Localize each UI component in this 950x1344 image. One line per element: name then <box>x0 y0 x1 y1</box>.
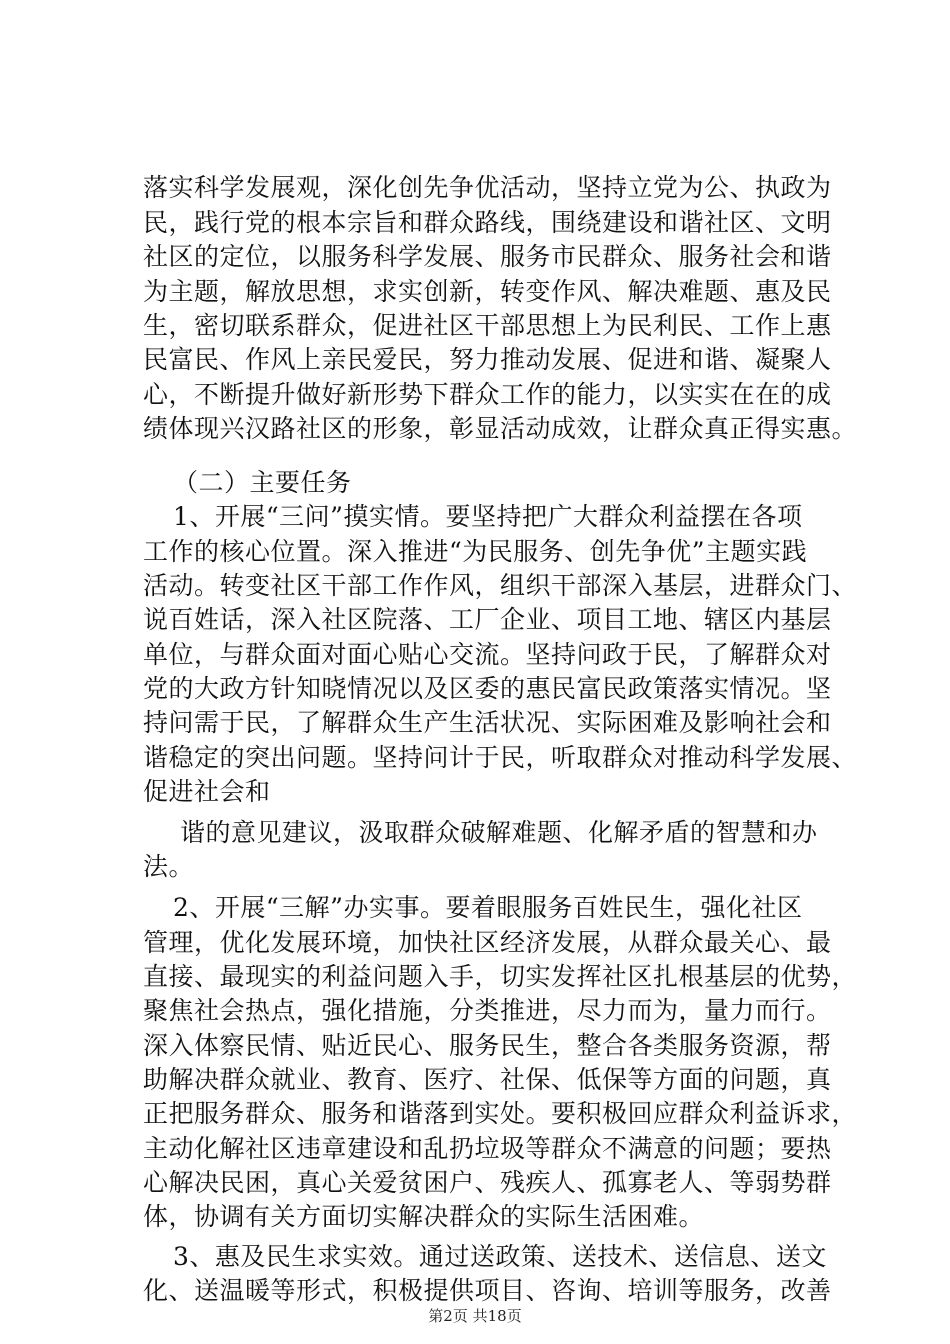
paragraph-line: 党的大政方针知晓情况以及区委的惠民富民政策落实情况。坚 <box>143 674 832 703</box>
paragraph-line: 心，不断提升做好新形势下群众工作的能力，以实实在在的成 <box>143 380 832 409</box>
paragraph-line: 直接、最现实的利益问题入手，切实发挥社区扎根基层的优势， <box>143 962 858 991</box>
paragraph-line: 促进社会和 <box>143 777 271 806</box>
paragraph-line: 管理，优化发展环境，加快社区经济发展，从群众最关心、最 <box>143 928 832 957</box>
paragraph-line: 社区的定位，以服务科学发展、服务市民群众、服务社会和谐 <box>143 242 832 271</box>
paragraph-line: 活动。转变社区干部工作作风，组织干部深入基层，进群众门、 <box>143 571 858 600</box>
paragraph-line: 化、送温暖等形式，积极提供项目、咨询、培训等服务，改善 <box>143 1276 832 1305</box>
paragraph-line: 民，践行党的根本宗旨和群众路线，围绕建设和谐社区、文明 <box>143 208 832 237</box>
paragraph-line: 助解决群众就业、教育、医疗、社保、低保等方面的问题，真 <box>143 1065 832 1094</box>
paragraph-line: 法。 <box>143 852 195 881</box>
paragraph-line: 谐稳定的突出问题。坚持问计于民，听取群众对推动科学发展、 <box>143 743 858 772</box>
paragraph-line: 为主题，解放思想，求实创新，转变作风、解决难题、惠及民 <box>143 277 832 306</box>
paragraph-line: 2、开展“三解”办实事。要着眼服务百姓民生，强化社区 <box>173 893 803 922</box>
paragraph-line: 1、开展“三问”摸实情。要坚持把广大群众利益摆在各项 <box>173 502 803 531</box>
paragraph-line: 绩体现兴汉路社区的形象，彰显活动成效，让群众真正得实惠。 <box>143 414 858 443</box>
paragraph-line: 谐的意见建议，汲取群众破解难题、化解矛盾的智慧和办 <box>180 818 818 847</box>
paragraph-line: 聚焦社会热点，强化措施，分类推进，尽力而为，量力而行。 <box>143 996 832 1025</box>
paragraph-line: 正把服务群众、服务和谐落到实处。要积极回应群众利益诉求， <box>143 1099 858 1128</box>
paragraph-line: 工作的核心位置。深入推进“为民服务、创先争优”主题实践 <box>143 537 808 566</box>
paragraph-line: 说百姓话，深入社区院落、工厂企业、项目工地、辖区内基层 <box>143 605 832 634</box>
paragraph-line: 单位，与群众面对面心贴心交流。坚持问政于民，了解群众对 <box>143 640 832 669</box>
paragraph-line: 落实科学发展观，深化创先争优活动，坚持立党为公、执政为 <box>143 173 832 202</box>
paragraph-line: 主动化解社区违章建设和乱扔垃圾等群众不满意的问题；要热 <box>143 1134 832 1163</box>
paragraph-line: 持问需于民，了解群众生产生活状况、实际困难及影响社会和 <box>143 708 832 737</box>
page-footer: 第2页 共18页 <box>428 1307 522 1325</box>
paragraph-line: 民富民、作风上亲民爱民，努力推动发展、促进和谐、凝聚人 <box>143 345 832 374</box>
paragraph-line: 体，协调有关方面切实解决群众的实际生活困难。 <box>143 1202 705 1231</box>
paragraph-line: 3、惠及民生求实效。通过送政策、送技术、送信息、送文 <box>173 1242 827 1271</box>
paragraph-line: 生，密切联系群众，促进社区干部思想上为民利民、工作上惠 <box>143 311 832 340</box>
section-heading: （二）主要任务 <box>173 468 352 497</box>
paragraph-line: 深入体察民情、贴近民心、服务民生，整合各类服务资源，帮 <box>143 1031 832 1060</box>
paragraph-line: 心解决民困，真心关爱贫困户、残疾人、孤寡老人、等弱势群 <box>143 1168 832 1197</box>
